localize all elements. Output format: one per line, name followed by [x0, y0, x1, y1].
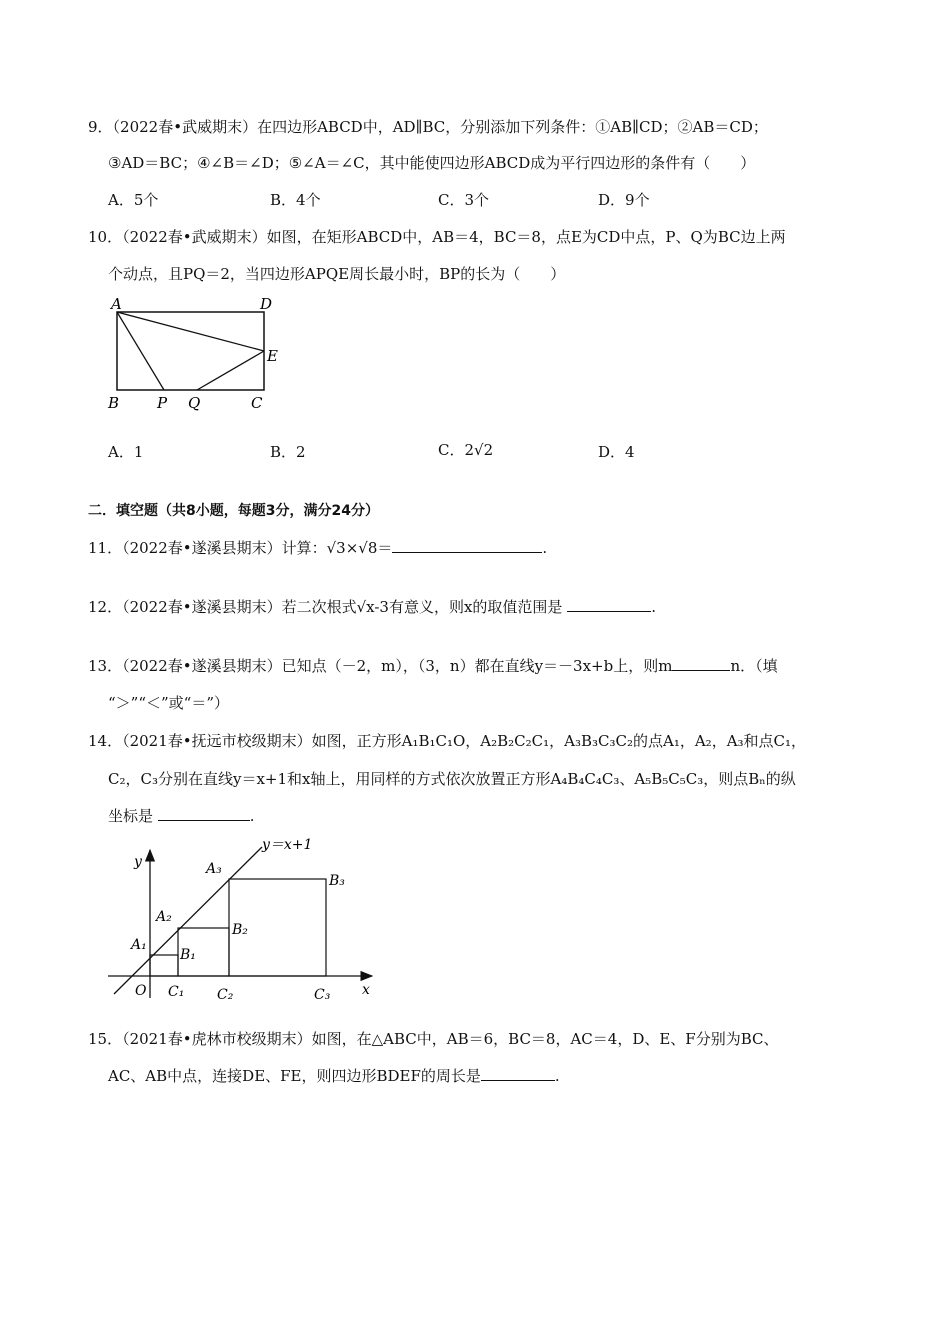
rectangle-abcd [117, 312, 264, 390]
label-c3: C₃ [314, 987, 331, 1003]
label-p: P [157, 394, 168, 412]
segment-qe [197, 351, 264, 390]
q10-line2: 个动点，且PQ＝2，当四边形APQE周长最小时，BP的长为（ ） [108, 265, 566, 283]
q15-line2 [108, 1066, 560, 1086]
q14-line2: C₂，C₃分别在直线y＝x+1和x轴上，用同样的方式依次放置正方形A₄B₄C₄C₃、A₅B₅C₅C₃，则点Bₙ的纵 [108, 770, 796, 788]
label-d: D [260, 295, 273, 313]
q15-text: AC、AB中点，连接DE、FE，则四边形BDEF的周长是 [108, 1067, 481, 1085]
segment-ap [117, 312, 164, 390]
q11-text: 11．（2022春•遂溪县期末）计算：√3×√8＝ [88, 539, 393, 557]
q14-squares-figure [100, 832, 385, 1010]
label-b: B [108, 394, 120, 412]
segment-ae [117, 312, 264, 351]
q14-line3 [108, 806, 255, 826]
q12-line [88, 597, 656, 617]
q14-line1: 14．（2021春•抚远市校级期末）如图，正方形A₁B₁C₁O，A₂B₂C₂C₁，A₃B₃C₃C₂的点A₁，A₂，A₃和点C₁， [88, 732, 807, 750]
q12-answer-blank[interactable] [567, 597, 651, 612]
q13-line1 [88, 656, 778, 676]
square-1 [150, 955, 178, 976]
q13-answer-blank[interactable] [672, 656, 730, 671]
q10-option-a: A．1 [108, 443, 144, 461]
q10-option-d: D．4 [598, 443, 635, 461]
label-b3: B₃ [329, 873, 345, 889]
label-b1: B₁ [180, 947, 196, 963]
q10-rectangle-figure [100, 292, 300, 417]
q15-line1: 15．（2021春•虎林市校级期末）如图，在△ABC中，AB＝6，BC＝8，AC＝4，D、E、F分别为BC、 [88, 1030, 779, 1048]
section-heading: 二．填空题（共8小题，每题3分，满分24分） [88, 503, 379, 519]
q9-line1: 9．（2022春•武威期末）在四边形ABCD中，AD∥BC，分别添加下列条件：①AB∥CD；②AB＝CD； [88, 118, 768, 136]
label-a3: A₃ [206, 861, 222, 877]
q14-text: 坐标是 [108, 807, 158, 825]
q15-period: . [554, 1067, 560, 1085]
q10-line1: 10．（2022春•武威期末）如图，在矩形ABCD中，AB＝4，BC＝8，点E为CD中点，P、Q为BC边上两 [88, 228, 786, 246]
q11-line [88, 538, 547, 558]
label-q: Q [188, 394, 201, 412]
q9-option-b: B．4个 [270, 191, 321, 209]
q13-text-end: n．（填 [730, 657, 778, 675]
label-c1: C₁ [168, 984, 185, 1000]
label-a: A [111, 295, 122, 313]
q10-option-c: C．2√2 [438, 441, 494, 459]
label-b2: B₂ [232, 922, 248, 938]
q9-option-a: A．5个 [108, 191, 159, 209]
q9-option-d: D．9个 [598, 191, 650, 209]
q9-line2: ③AD＝BC；④∠B＝∠D；⑤∠A＝∠C，其中能使四边形ABCD成为平行四边形的条件有（ ） [108, 154, 756, 172]
label-x: x [362, 982, 370, 998]
label-e: E [267, 347, 278, 365]
q10-option-b: B．2 [270, 443, 306, 461]
q13-text: 13．（2022春•遂溪县期末）已知点（－2，m），（3，n）都在直线y＝－3x+b上，则m [88, 657, 673, 675]
label-y: y [134, 854, 142, 870]
q11-period: . [542, 539, 548, 557]
q14-period: . [249, 807, 255, 825]
label-c: C [251, 394, 263, 412]
label-o: O [135, 983, 147, 999]
q13-line2: “＞”“＜”或“＝”） [108, 694, 230, 712]
q12-text: 12．（2022春•遂溪县期末）若二次根式√x-3有意义，则x的取值范围是 [88, 598, 568, 616]
q11-answer-blank[interactable] [392, 538, 542, 553]
q12-period: . [651, 598, 656, 616]
label-a1: A₁ [131, 937, 147, 953]
label-c2: C₂ [217, 987, 234, 1003]
q9-option-c: C．3个 [438, 191, 490, 209]
label-line: y＝x+1 [262, 837, 313, 853]
label-a2: A₂ [156, 909, 172, 925]
q14-answer-blank[interactable] [158, 806, 250, 821]
q15-answer-blank[interactable] [481, 1066, 555, 1081]
